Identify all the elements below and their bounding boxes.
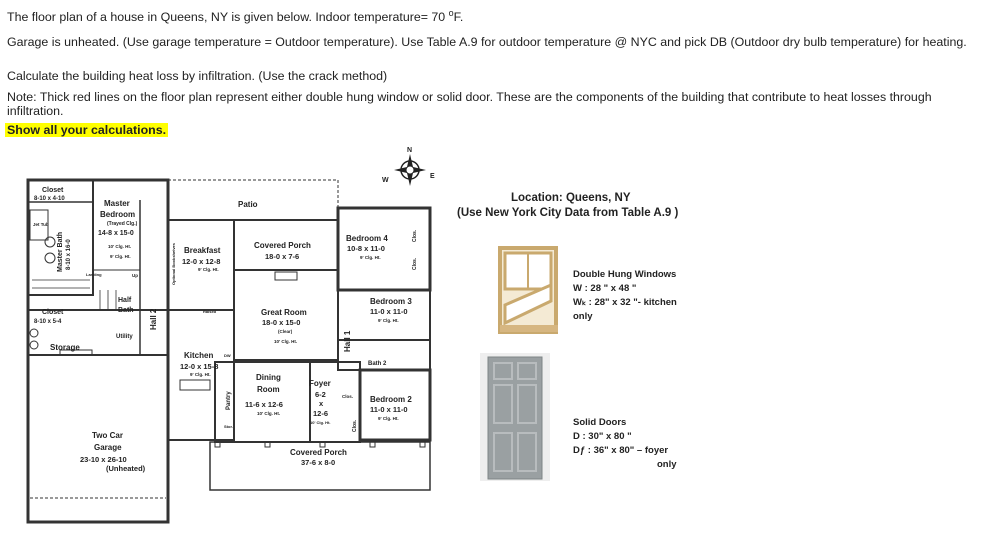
master-bedroom-label-2: Bedroom [100,210,136,219]
closet-bedroom4-label-2: Clos. [412,257,418,270]
covered-porch-bottom-label: Covered Porch [290,448,347,457]
windows-kitchen-size: Wₖ : 28" x 32 "- kitchen [573,297,677,308]
solid-door-icon [480,353,550,481]
bedroom2-label: Bedroom 2 [370,395,412,404]
doors-title: Solid Doors [573,417,627,428]
great-room-note: (Clear) [278,329,293,334]
dining-dim: 11-6 x 12-6 [245,400,283,409]
master-bedroom-clg1: 10' Clg. Ht. [108,244,132,249]
bedroom2-dim: 11-0 x 11-0 [370,405,408,414]
calculation-instruction: Calculate the building heat loss by infiltration. (Use the crack method) [7,69,388,83]
foyer-dim3: 12-6 [313,409,329,418]
foyer-dim1: 6-2 [315,390,326,399]
compass-n: N [407,147,413,154]
closet-top-dim: 8-10 x 4-10 [34,196,65,202]
garage-label: Two Car [92,431,123,440]
dining-clg: 10' Clg. Ht. [257,411,281,416]
covered-porch-top-label: Covered Porch [254,241,311,250]
closet-left-dim: 8-10 x 5-4 [34,319,62,325]
great-room-clg: 10' Clg. Ht. [274,339,298,344]
foyer-clg: 10' Clg. Ht. [310,420,331,425]
great-room-dim: 18-0 x 15-0 [262,318,301,327]
windows-only: only [573,311,593,322]
bedroom4-label: Bedroom 4 [346,234,388,243]
doors-size: D : 30" x 80 " [573,431,632,442]
kitchen-dim: 12-0 x 15-8 [180,362,219,371]
problem-statement [7,6,463,24]
closet-hall-label: Clos. [352,419,358,432]
hall1-label: Hall 1 [343,330,352,352]
compass-icon [394,154,426,186]
breakfast-label: Breakfast [184,246,221,255]
foyer-dim2: x [319,399,324,408]
kitchen-label: Kitchen [184,351,214,360]
covered-porch-top-dim: 18-0 x 7-6 [265,252,300,261]
garage-instruction: Garage is unheated. (Use garage temperature = Outdoor temperature). Use Table A.9 for outdoor temperature @ NYC and pick DB (Outdoor dry bulb temperature) for heating. [7,35,967,49]
garage-dim: 23-10 x 26-10 [80,455,127,464]
dining-label: Dining [256,373,281,382]
bedroom3-dim: 11-0 x 11-0 [370,307,408,316]
raised-label: Raised [203,309,217,314]
location-subtitle: (Use New York City Data from Table A.9 ) [457,207,679,219]
foyer-label: Foyer [309,379,331,388]
master-bath-label: Master Bath [57,231,64,272]
note-paragraph: Note: Thick red lines on the floor plan represent either double hung window or solid door. These are the components of the building that contribute to heat losses through infiltration. [7,90,932,118]
landing-label: Landing [86,272,102,277]
dining-label-2: Room [257,385,280,394]
master-bedroom-label: Master [104,199,130,208]
master-bedroom-dim: 14-8 x 15-0 [98,230,134,237]
half-bath-label: Half [118,297,132,304]
double-hung-window-icon [497,245,561,337]
highlighted-instruction: Show all your calculations. [7,123,167,137]
closet-bedroom4-label: Clos. [412,229,418,242]
doors-only: only [657,459,677,470]
windows-title: Double Hung Windows [573,269,677,280]
patio-label: Patio [238,200,258,209]
utility-label: Utility [116,334,133,340]
master-bath-dim: 8-10 x 16-0 [66,239,72,270]
covered-porch-bottom-dim: 37-6 x 8-0 [301,458,336,467]
closet-small-label: Clos. [342,394,354,399]
pantry-label: Pantry [226,391,232,410]
closet-left-label: Closet [42,309,64,316]
compass-e: E [430,173,435,180]
hall2-label: Hall 2 [149,308,158,330]
compass-w: W [382,177,389,184]
half-bath-label-2: Bath [118,307,134,314]
floor-plan [20,140,480,530]
master-bedroom-note: (Trayed Clg.) [107,221,138,227]
great-room-label: Great Room [261,308,307,317]
stairs-up-label: Up [132,273,138,278]
location-title: Location: Queens, NY [511,192,631,204]
garage-label-2: Garage [94,443,122,452]
breakfast-clg: 9' Clg. Ht. [198,267,219,272]
bedroom2-clg: 9' Clg. Ht. [378,416,399,421]
breakfast-dim: 12-0 x 12-8 [182,257,221,266]
doors-foyer-size: Dƒ : 36" x 80" – foyer [573,445,669,456]
closet-top-label: Closet [42,187,64,194]
dishwasher-label: DW [224,353,231,358]
windows-size: W : 28 " x 48 " [573,283,637,294]
kitchen-clg: 9' Clg. Ht. [190,372,211,377]
degree-sup: o [448,8,454,18]
bath2-label: Bath 2 [368,361,387,367]
garage-note: (Unheated) [106,464,146,473]
storage-label: Storage [50,343,80,352]
bedroom4-dim: 10-8 x 11-0 [347,244,385,253]
show-calculations [5,123,168,137]
bedroom3-label: Bedroom 3 [370,297,412,306]
optional-bookshelves-label: Optional Bookshelves [171,242,176,285]
statement-text: The floor plan of a house in Queens, NY is given below. Indoor temperature= 70 [7,10,449,25]
jet-tub-label: Jet Tub [33,222,49,227]
master-bedroom-clg2: 9' Clg. Ht. [110,254,131,259]
bedroom3-clg: 9' Clg. Ht. [378,318,399,323]
bedroom4-clg: 9' Clg. Ht. [360,255,381,260]
storage-small-label: Stor. [224,424,233,429]
statement-unit: F. [453,10,464,25]
